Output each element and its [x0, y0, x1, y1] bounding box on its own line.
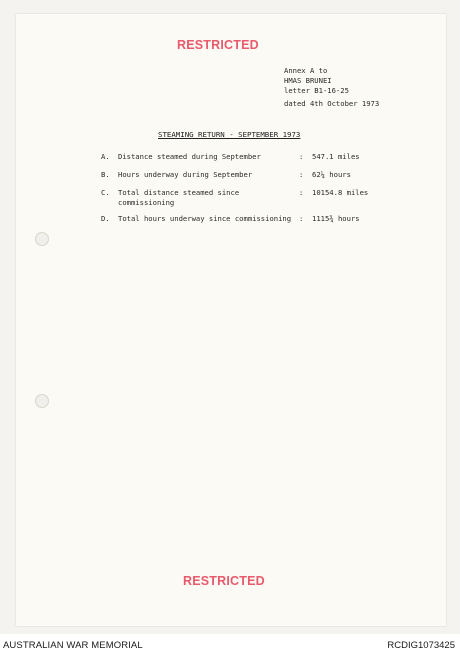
- archive-footer: [0, 634, 460, 654]
- item-value: 547.1 miles: [312, 152, 360, 161]
- annex-reference-block: [284, 66, 379, 109]
- item-description: Total distance steamed since commissioning: [118, 188, 240, 207]
- list-item: [101, 170, 421, 188]
- item-letter: A.: [101, 152, 110, 161]
- item-value: 1115¾ hours: [312, 214, 360, 223]
- item-separator: :: [299, 188, 304, 197]
- item-separator: :: [299, 170, 304, 179]
- item-value: 10154.8 miles: [312, 188, 369, 197]
- archive-name: AUSTRALIAN WAR MEMORIAL: [3, 640, 143, 651]
- restricted-stamp-bottom: RESTRICTED: [183, 574, 265, 588]
- annex-line-4: dated 4th October 1973: [284, 99, 380, 108]
- annex-line-3: letter B1-16-25: [284, 86, 349, 95]
- item-letter: C.: [101, 188, 110, 197]
- annex-line-2: HMAS BRUNEI: [284, 76, 332, 85]
- punch-hole-top: [35, 232, 49, 246]
- item-description: Total hours underway since commissioning: [118, 214, 292, 223]
- document-page: [16, 14, 446, 626]
- item-value: 62¼ hours: [312, 170, 351, 179]
- restricted-stamp-top: RESTRICTED: [177, 38, 259, 52]
- list-item: [101, 214, 421, 240]
- list-item: [101, 188, 421, 214]
- item-description: Hours underway during September: [118, 170, 253, 179]
- item-letter: B.: [101, 170, 110, 179]
- steaming-return-list: [101, 152, 421, 240]
- punch-hole-bottom: [35, 394, 49, 408]
- item-separator: :: [299, 152, 304, 161]
- document-heading: STEAMING RETURN - SEPTEMBER 1973: [158, 130, 301, 139]
- annex-line-1: Annex A to: [284, 66, 328, 75]
- list-item: [101, 152, 421, 170]
- item-description: Distance steamed during September: [118, 152, 261, 161]
- archive-reference-code: RCDIG1073425: [387, 640, 455, 651]
- item-separator: :: [299, 214, 304, 223]
- item-letter: D.: [101, 214, 110, 223]
